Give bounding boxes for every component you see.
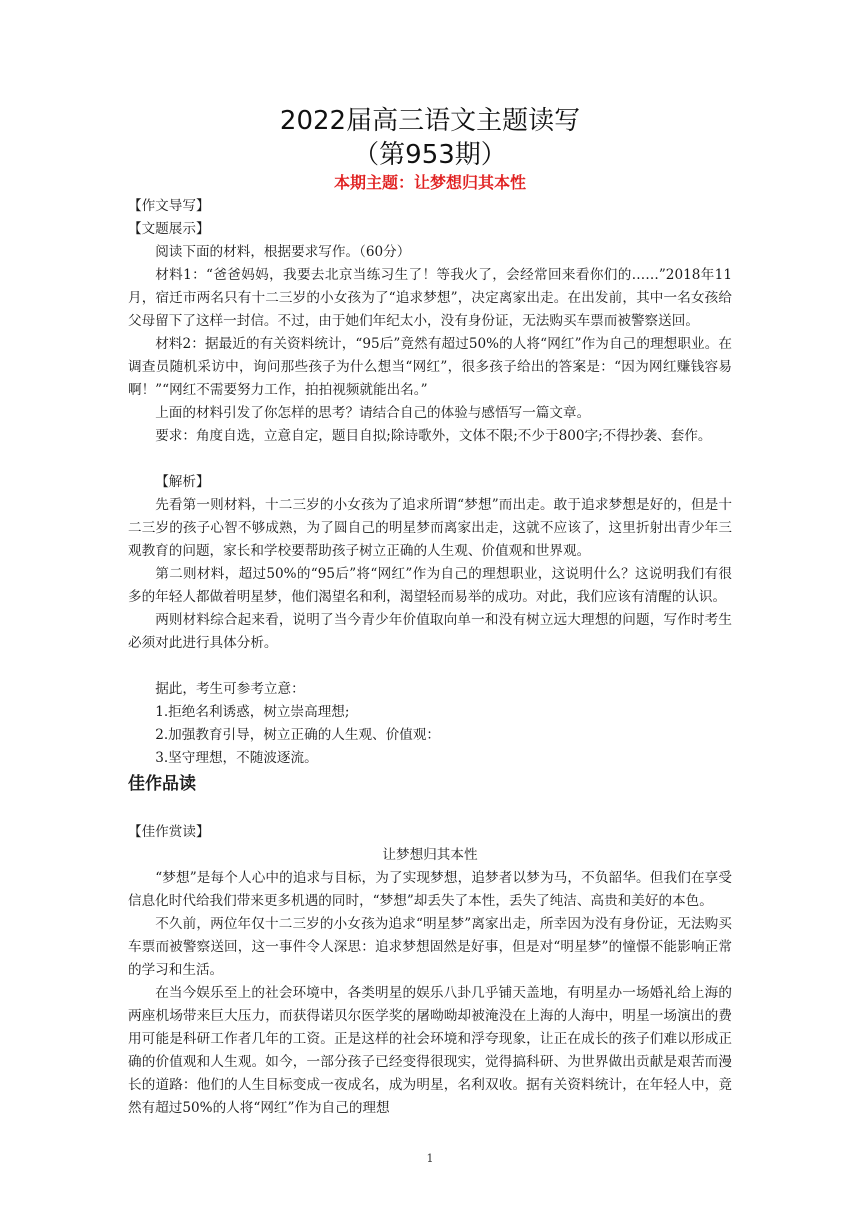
analysis-point: 3.坚守理想，不随波逐流。 bbox=[155, 750, 318, 766]
label-prompt-display: 【文题展示】 bbox=[128, 221, 210, 237]
material-1: 材料1：“爸爸妈妈，我要去北京当练习生了！等我火了，会经常回来看你们的……”2018年11月，宿迁市两名只有十二三岁的小女孩为了“追求梦想”，决定离家出走。在出发前，其中一名女孩给父母留下了这样一封信。不过，由于她们年纪太小，没有身份证，无法购买车票而被警察送回。 bbox=[128, 267, 732, 329]
document-title: 2022届高三语文主题读写 bbox=[279, 106, 581, 136]
analysis-paragraph: 第二则材料，超过50%的“95后”将“网红”作为自己的理想职业，这说明什么？这说明我们有很多的年轻人都做着明星梦，他们渴望名和利，渴望轻而易举的成功。对此，我们应该有清醒的认识。 bbox=[128, 566, 732, 605]
essay-title: 让梦想归其本性 bbox=[382, 847, 478, 863]
label-featured-reading: 【佳作赏读】 bbox=[128, 824, 210, 840]
essay-paragraph: 不久前，两位年仅十二三岁的小女孩为追求“明星梦”离家出走，所幸因为没有身份证，无法购买车票而被警察送回，这一事件令人深思：追求梦想固然是好事，但是对“明星梦”的憧憬不能影响正常的学习和生活。 bbox=[128, 916, 732, 978]
analysis-paragraph: 先看第一则材料，十二三岁的小女孩为了追求所谓“梦想”而出走。敢于追求梦想是好的，但是十二三岁的孩子心智不够成熟，为了圆自己的明星梦而离家出走，这就不应该了，这里折射出青少年三观教育的问题，家长和学校要帮助孩子树立正确的人生观、价值观和世界观。 bbox=[128, 497, 732, 559]
issue-theme: 本期主题：让梦想归其本性 bbox=[333, 173, 526, 192]
essay-paragraph: 在当今娱乐至上的社会环境中，各类明星的娱乐八卦几乎铺天盖地，有明星办一场婚礼给上海的两座机场带来巨大压力，而获得诺贝尔医学奖的屠呦呦却被淹没在上海的人海中，明星一场演出的费用可能是科研工作者几年的工资。正是这样的社会环境和浮夸现象，让正在成长的孩子们难以形成正确的价值观和人生观。如今，一部分孩子已经变得很现实，觉得搞科研、为世界做出贡献是艰苦而漫长的道路：他们的人生目标变成一夜成名，成为明星，名利双收。据有关资料统计，在年轻人中，竟然有超过50%的人将“网红”作为自己的理想 bbox=[128, 985, 732, 1116]
document-body bbox=[128, 195, 732, 1120]
prompt-requirements: 要求：角度自选，立意自定，题目自拟;除诗歌外，文体不限;不少于800字;不得抄袭、套作。 bbox=[155, 428, 712, 444]
analysis-intro: 据此，考生可参考立意： bbox=[155, 681, 305, 697]
prompt-question: 上面的材料引发了你怎样的思考？请结合自己的体验与感悟写一篇文章。 bbox=[155, 405, 591, 421]
spacer bbox=[128, 798, 732, 821]
label-analysis: 【解析】 bbox=[155, 474, 210, 490]
material-2: 材料2：据最近的有关资料统计，“95后”竟然有超过50%的人将“网红”作为自己的理想职业。在调查员随机采访中，询问那些孩子为什么想当“网红”，很多孩子给出的答案是：“因为网红赚钱容易啊！”“网红不需要努力工作，拍拍视频就能出名。” bbox=[128, 336, 732, 398]
issue-number: （第953期） bbox=[353, 140, 507, 170]
analysis-paragraph: 两则材料综合起来看，说明了当今青少年价值取向单一和没有树立远大理想的问题，写作时考生必须对此进行具体分析。 bbox=[128, 612, 732, 651]
spacer bbox=[128, 448, 732, 471]
essay-paragraph: “梦想”是每个人心中的追求与目标，为了实现梦想，追梦者以梦为马，不负韶华。但我们在享受信息化时代给我们带来更多机遇的同时，“梦想”却丢失了本性，丢失了纯洁、高贵和美好的本色。 bbox=[128, 870, 732, 909]
prompt-instruction: 阅读下面的材料，根据要求写作。（60分） bbox=[155, 244, 411, 260]
analysis-point: 1.拒绝名利诱惑，树立崇高理想; bbox=[155, 704, 350, 720]
section-heading-featured: 佳作品读 bbox=[128, 774, 196, 794]
page-number: 1 bbox=[426, 1152, 434, 1165]
spacer bbox=[128, 655, 732, 678]
analysis-point: 2.加强教育引导，树立正确的人生观、价值观： bbox=[155, 727, 441, 743]
label-writing-guide: 【作文导写】 bbox=[128, 198, 210, 214]
